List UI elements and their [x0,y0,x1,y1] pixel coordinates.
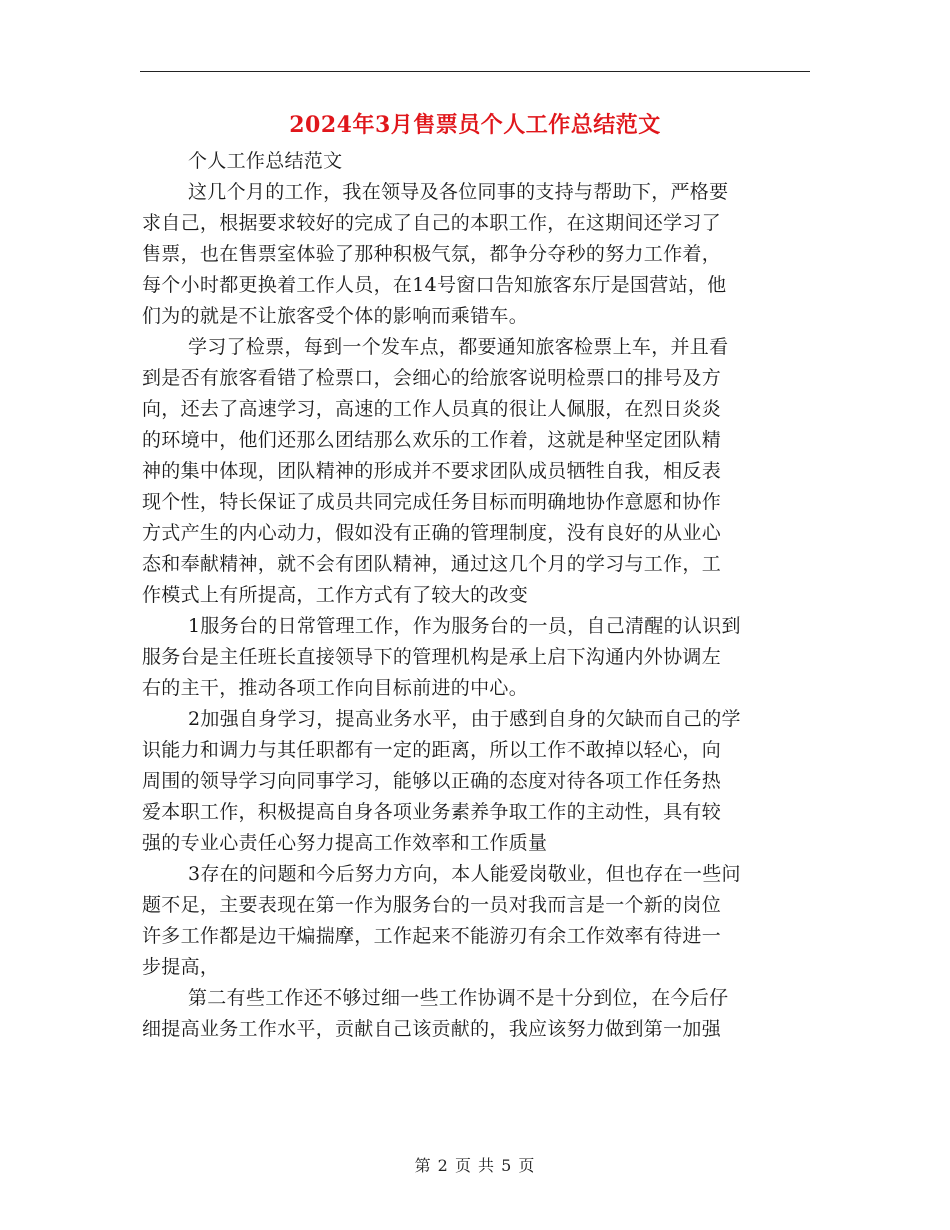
text-line: 到是否有旅客看错了检票口，会细心的给旅客说明检票口的排号及方 [142,367,722,389]
text-line: 售票，也在售票室体验了那种积极气氛，都争分夺秒的努力工作着， [142,243,722,265]
text-line: 求自己，根据要求较好的完成了自己的本职工作，在这期间还学习了 [142,212,722,234]
text-line: 第二有些工作还不够过细一些工作协调不是十分到位，在今后仔 [188,987,729,1009]
text-line: 方式产生的内心动力，假如没有正确的管理制度，没有良好的从业心 [142,522,722,544]
text-line: 现个性，特长保证了成员共同完成任务目标而明确地协作意愿和协作 [142,491,722,513]
text-line: 作模式上有所提高，工作方式有了较大的改变 [142,584,529,606]
text-line: 态和奉献精神，就不会有团队精神，通过这几个月的学习与工作，工 [142,553,722,575]
text-line: 爱本职工作，积极提高自身各项业务素养争取工作的主动性，具有较 [142,801,722,823]
text-line: 这几个月的工作，我在领导及各位同事的支持与帮助下，严格要 [188,181,729,203]
text-line: 识能力和调力与其任职都有一定的距离，所以工作不敢掉以轻心，向 [142,739,722,761]
text-line: 步提高， [142,956,220,978]
text-line: 周围的领导学习向同事学习，能够以正确的态度对待各项工作任务热 [142,770,722,792]
text-line: 许多工作都是边干煸揣摩，工作起来不能游刃有余工作效率有待进一 [142,925,722,947]
text-line: 的环境中，他们还那么团结那么欢乐的工作着，这就是种坚定团队精 [142,429,722,451]
text-line: 向，还去了高速学习，高速的工作人员真的很让人佩服，在烈日炎炎 [142,398,722,420]
text-line: 2加强自身学习，提高业务水平，由于感到自身的欠缺而自己的学 [188,708,741,730]
text-line: 学习了检票，每到一个发车点，都要通知旅客检票上车，并且看 [188,336,729,358]
page-footer: 第 2 页 共 5 页 [414,1156,536,1175]
header-rule [140,71,810,72]
text-line: 右的主干，推动各项工作向目标前进的中心。 [142,677,529,699]
text-line: 细提高业务工作水平，贡献自己该贡献的，我应该努力做到第一加强 [142,1018,722,1040]
text-line: 们为的就是不让旅客受个体的影响而乘错车。 [142,305,529,327]
text-line: 题不足，主要表现在第一作为服务台的一员对我而言是一个新的岗位 [142,894,722,916]
text-line: 个人工作总结范文 [188,150,343,172]
text-line: 服务台是主任班长直接领导下的管理机构是承上启下沟通内外协调左 [142,646,722,668]
text-line: 每个小时都更换着工作人员，在14号窗口告知旅客东厅是国营站，他 [142,274,727,296]
text-line: 神的集中体现，团队精神的形成并不要求团队成员牺牲自我，相反表 [142,460,722,482]
text-line: 3存在的问题和今后努力方向，本人能爱岗敬业，但也存在一些问 [188,863,741,885]
text-line: 1服务台的日常管理工作，作为服务台的一员，自己清醒的认识到 [188,615,741,637]
document-body [142,146,812,1045]
document-title: 2024年3月售票员个人工作总结范文 [289,112,661,138]
text-line: 强的专业心责任心努力提高工作效率和工作质量 [142,832,548,854]
